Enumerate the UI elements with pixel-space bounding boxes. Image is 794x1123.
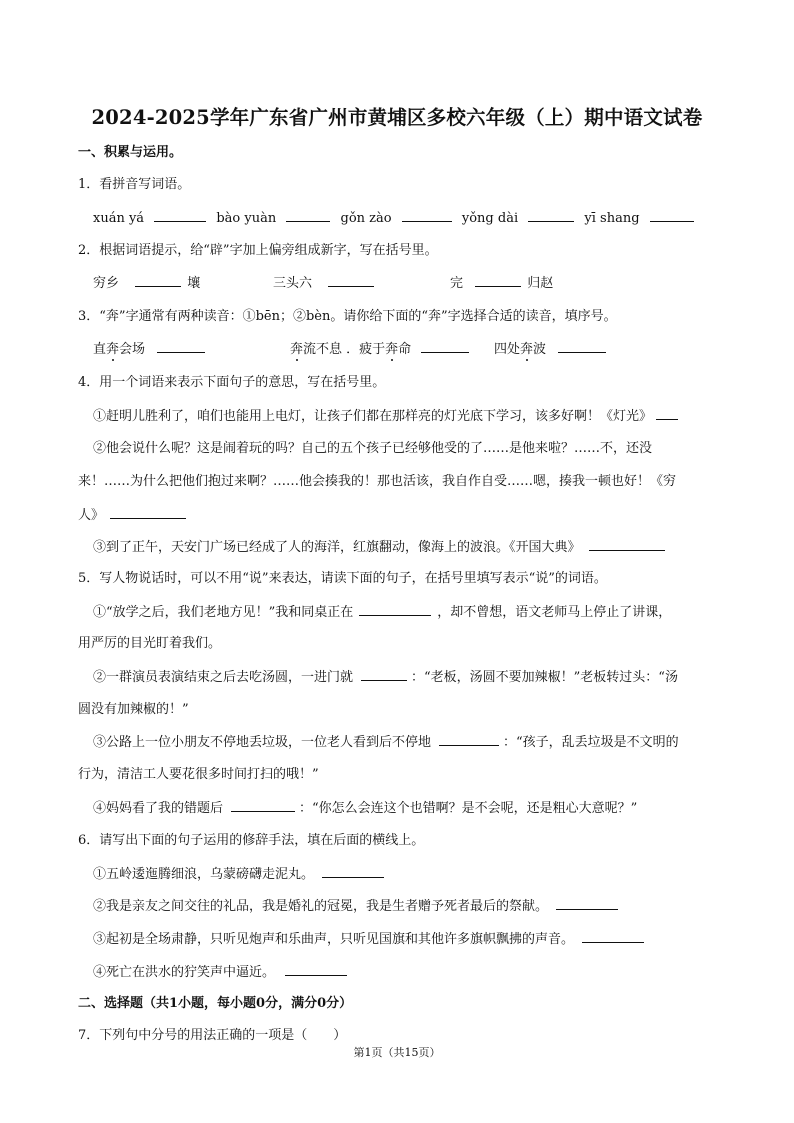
answer-blank[interactable] (285, 964, 347, 976)
question-text: ②一群演员表演结束之后去吃汤圆，一进门就 (93, 670, 354, 685)
answer-blank[interactable] (650, 210, 694, 222)
item-text: 直 (93, 342, 107, 357)
question-1-pinyin-row (93, 210, 700, 227)
dotted-char: 奔 (290, 342, 304, 357)
item-text: 流不息 ．疲于 (303, 342, 386, 357)
question-text: ，却不曾想，语文老师马上停止了讲课， (437, 605, 672, 620)
pinyin-item: yī shang (584, 211, 640, 226)
question-6-line (93, 866, 384, 883)
question-text: ②我是亲友之间交往的礼品，我是婚礼的冠冕，我是生者赠予死者最后的祭献。 (93, 899, 549, 914)
question-text: ①“放学之后，我们老地方见！”我和同桌正在 (93, 605, 354, 620)
question-text: ③公路上一位小朋友不停地丢垃圾，一位老人看到后不停地 (93, 735, 432, 750)
item-text: 穷乡 (93, 276, 120, 291)
item-text: 命 (398, 342, 412, 357)
dotted-char: 奔 (520, 342, 534, 357)
answer-blank[interactable] (475, 275, 521, 287)
question-text: ：“老板，汤圆不要加辣椒！”老板转过头：“汤 (411, 670, 678, 685)
answer-blank[interactable] (231, 800, 295, 812)
pinyin-item: gǒn zào (340, 211, 392, 226)
answer-blank[interactable] (286, 210, 330, 222)
question-text: ④死亡在洪水的狞笑声中逼近。 (93, 965, 276, 980)
pinyin-item: yǒng dài (461, 211, 519, 226)
item-text: 归赵 (527, 276, 554, 291)
question-4-stem: 4．用一个词语来表示下面句子的意思，写在括号里。 (78, 375, 386, 390)
question-text: ：“孩子，乱丢垃圾是不文明的 (503, 735, 679, 750)
question-5-line (93, 734, 679, 751)
question-text: ③到了正午，天安门广场已经成了人的海洋，红旗翻动，像海上的波浪。《开国大典》 (93, 540, 581, 555)
answer-blank[interactable] (135, 275, 181, 287)
page-footer: 第1页（共15页） (353, 1046, 441, 1059)
question-4-line (93, 539, 665, 556)
section-heading-2: 二、选择题（共1小题，每小题0分，满分0分） (78, 996, 353, 1011)
question-5-line (93, 800, 637, 817)
answer-blank[interactable] (110, 507, 186, 519)
question-3-item-b (290, 341, 469, 358)
question-4-line: 来！……为什么把他们抱过来啊？……他会揍我的！那也活该，我自作自受……嗯，揍我一顿也好！《穷 (78, 474, 677, 489)
question-3-item-a (93, 341, 205, 358)
question-5-line: 用严厉的目光盯着我们。 (78, 636, 222, 651)
question-2-item-b (273, 275, 374, 292)
dotted-char: 奔 (106, 342, 120, 357)
answer-blank[interactable] (421, 341, 469, 353)
question-5-line (93, 669, 678, 686)
question-4-line: ②他会说什么呢？这是闹着玩的吗？自己的五个孩子已经够他受的了……是他来啦？……不，还没 (93, 441, 653, 456)
answer-blank[interactable] (528, 210, 574, 222)
page-title: 2024-2025学年广东省广州市黄埔区多校六年级（上）期中语文试卷 (91, 106, 703, 129)
answer-blank[interactable] (582, 931, 644, 943)
question-3-stem: 3．“奔”字通常有两种读音：①bēn；②bèn。请你给下面的“奔”字选择合适的读音，填序号。 (78, 309, 617, 324)
item-text: 波 (533, 342, 547, 357)
question-text: 人》 (78, 508, 105, 523)
pinyin-item: xuán yá (93, 211, 145, 226)
question-6-stem: 6．请写出下面的句子运用的修辞手法，填在后面的横线上。 (78, 833, 425, 848)
answer-blank[interactable] (439, 734, 499, 746)
answer-blank[interactable] (558, 341, 606, 353)
question-text: ③起初是全场肃静，只听见炮声和乐曲声，只听见国旗和其他许多旗帜飘拂的声音。 (93, 932, 575, 947)
question-5-stem: 5．写人物说话时，可以不用“说”来表达，请读下面的句子，在括号里填写表示“说”的词语。 (78, 571, 607, 586)
question-3-item-c (494, 341, 606, 358)
item-text: 会场 (119, 342, 146, 357)
question-5-line: 行为，清洁工人要花很多时间打扫的哦！” (78, 767, 319, 782)
question-text: ①五岭逶迤腾细浪，乌蒙磅礴走泥丸。 (93, 867, 315, 882)
answer-blank[interactable] (157, 341, 205, 353)
question-6-line (93, 964, 347, 981)
question-6-line (93, 931, 644, 948)
item-text: 三头六 (273, 276, 313, 291)
item-text: 完 (450, 276, 464, 291)
answer-blank[interactable] (322, 866, 384, 878)
pinyin-item: bào yuàn (216, 211, 277, 226)
question-4-line (93, 408, 678, 425)
answer-blank[interactable] (154, 210, 206, 222)
question-2-item-c (450, 275, 553, 292)
question-2-item-a (93, 275, 200, 292)
question-6-line (93, 898, 618, 915)
answer-blank[interactable] (656, 408, 678, 420)
answer-blank[interactable] (556, 898, 618, 910)
answer-blank[interactable] (328, 275, 374, 287)
answer-blank[interactable] (402, 210, 452, 222)
question-4-line (78, 507, 186, 524)
item-text: 壤 (187, 276, 201, 291)
section-heading-1: 一、积累与运用。 (78, 145, 183, 160)
question-text: ①赶明儿胜利了，咱们也能用上电灯，让孩子们都在那样亮的灯光底下学习，该多好啊！《灯光》 (93, 409, 653, 424)
dotted-char: 奔 (385, 342, 399, 357)
question-5-line: 圆没有加辣椒的！” (78, 702, 189, 717)
question-7-stem: 7．下列句中分号的用法正确的一项是（ ） (78, 1028, 347, 1043)
question-text: ④妈妈看了我的错题后 (93, 801, 224, 816)
question-1-stem: 1．看拼音写词语。 (78, 177, 191, 192)
question-text: ：“你怎么会连这个也错啊？是不会呢，还是粗心大意呢？” (299, 801, 638, 816)
answer-blank[interactable] (361, 669, 407, 681)
item-text: 四处 (494, 342, 521, 357)
question-2-stem: 2．根据词语提示，给“辟”字加上偏旁组成新字，写在括号里。 (78, 243, 438, 258)
answer-blank[interactable] (359, 604, 431, 616)
answer-blank[interactable] (589, 539, 665, 551)
question-5-line (93, 604, 671, 621)
